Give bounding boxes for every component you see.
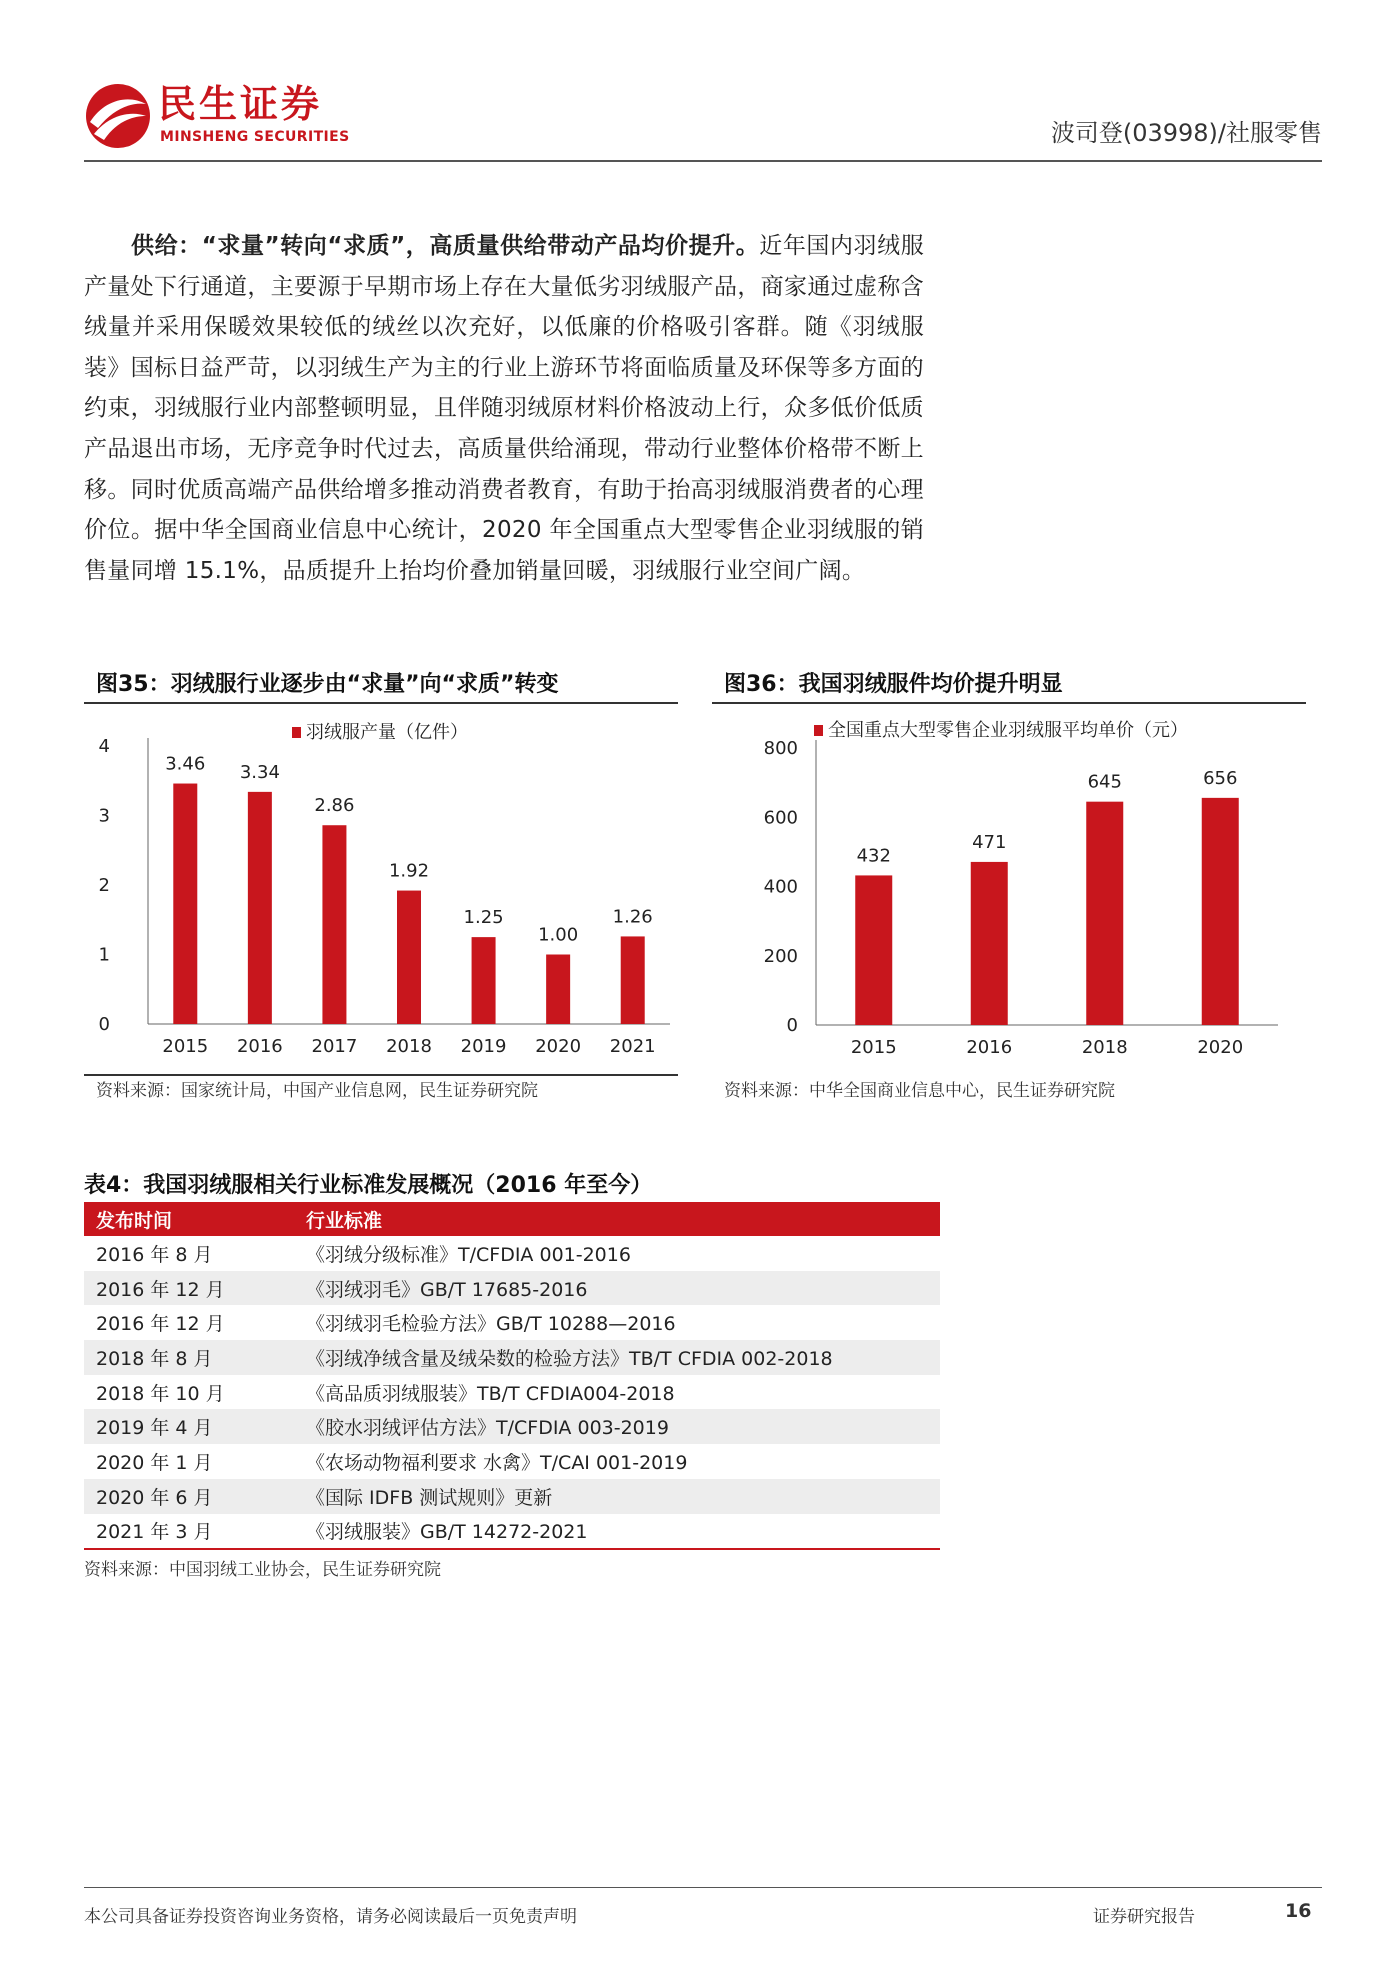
bar — [971, 862, 1008, 1025]
table-row — [84, 1305, 940, 1340]
figure36-chart — [712, 716, 1306, 1070]
bar — [1202, 798, 1239, 1025]
bar — [546, 955, 570, 1025]
minsheng-logo-icon — [84, 82, 152, 150]
bar-value-label: 432 — [856, 845, 891, 867]
table4 — [84, 1202, 940, 1550]
table-cell-date: 2020 年 1 月 — [96, 1451, 213, 1474]
legend-swatch — [814, 725, 823, 736]
table-row — [84, 1340, 940, 1375]
bar-value-label: 1.25 — [463, 907, 504, 929]
figure35-chart — [84, 716, 678, 1070]
y-tick-label: 400 — [763, 876, 798, 898]
table-row — [84, 1444, 940, 1479]
x-tick-label: 2018 — [386, 1036, 432, 1057]
table-row — [84, 1236, 940, 1271]
bar — [397, 891, 421, 1024]
doc-reference: 波司登(03998)/社服零售 — [1050, 119, 1322, 147]
table-cell-standard: 《胶水羽绒评估方法》T/CFDIA 003-2019 — [306, 1417, 669, 1440]
table-cell-standard: 《羽绒分级标准》T/CFDIA 001-2016 — [306, 1243, 631, 1266]
y-tick-label: 3 — [98, 805, 110, 827]
x-tick-label: 2018 — [1081, 1037, 1128, 1058]
table-cell-standard: 《羽绒羽毛》GB/T 17685-2016 — [306, 1278, 588, 1301]
y-tick-label: 1 — [98, 944, 110, 966]
table-header-standard: 行业标准 — [306, 1209, 383, 1232]
table4-source: 资料来源：中国羽绒工业协会，民生证券研究院 — [84, 1560, 441, 1580]
header-divider — [84, 160, 1322, 162]
table-header-row — [84, 1202, 940, 1236]
footer-report-type: 证券研究报告 — [1093, 1907, 1195, 1927]
table-cell-date: 2020 年 6 月 — [96, 1486, 213, 1509]
figure35-title: 图35：羽绒服行业逐步由“求量”向“求质”转变 — [96, 672, 559, 697]
table-cell-standard: 《羽绒净绒含量及绒朵数的检验方法》TB/T CFDIA 002-2018 — [306, 1347, 833, 1370]
x-tick-label: 2016 — [236, 1036, 283, 1057]
bar — [472, 937, 496, 1024]
bar-value-label: 1.26 — [612, 906, 653, 928]
bar-value-label: 1.92 — [388, 860, 430, 882]
figure36-title: 图36：我国羽绒服件均价提升明显 — [724, 672, 1063, 697]
table-row — [84, 1375, 940, 1410]
body-paragraph — [84, 226, 924, 591]
footer-divider — [84, 1887, 1322, 1888]
figure35-title-rule — [84, 702, 678, 704]
table-row — [84, 1409, 940, 1444]
table-cell-standard: 《羽绒羽毛检验方法》GB/T 10288—2016 — [306, 1313, 676, 1336]
footer-disclaimer: 本公司具备证券投资咨询业务资格，请务必阅读最后一页免责声明 — [84, 1907, 577, 1927]
legend-label: 羽绒服产量（亿件） — [306, 722, 468, 743]
table-cell-standard: 《高品质羽绒服装》TB/T CFDIA004-2018 — [306, 1382, 675, 1405]
bar — [173, 784, 197, 1024]
logo-text-cn: 民生证券 — [158, 82, 323, 126]
bar-value-label: 3.46 — [165, 753, 206, 775]
bar — [855, 875, 892, 1025]
table-bottom-rule — [84, 1548, 940, 1550]
y-tick-label: 4 — [98, 736, 110, 757]
bar-value-label: 2.86 — [314, 795, 355, 817]
bar-value-label: 656 — [1203, 767, 1238, 789]
table-cell-date: 2016 年 12 月 — [96, 1278, 225, 1301]
page-number: 16 — [1285, 1900, 1312, 1922]
x-tick-label: 2019 — [460, 1036, 507, 1057]
paragraph-body: 近年国内羽绒服产量处下行通道，主要源于早期市场上存在大量低劣羽绒服产品，商家通过虚称含绒量并采用保暖效果较低的绒丝以次充好，以低廉的价格吸引客群。随《羽绒服装》国标日益严苛，以羽绒生产为主的行业上游环节将面临质量及环保等多方面的约束，羽绒服行业内部整顿明显，且伴随羽绒原材料价格波动上行，众多低价低质产品退出市场，无序竞争时代过去，高质量供给涌现，带动行业整体价格带不断上移。同时优质高端产品供给增多推动消费者教育，有助于抬高羽绒服消费者的心理价位。据中华全国商业信息中心统计，2020 年全国重点大型零售企业羽绒服的销售量同增 15.1%，品质提升上抬均价叠加销量回暖，羽绒服行业空间广阔。 — [84, 233, 924, 584]
legend-swatch — [292, 727, 301, 738]
x-tick-label: 2021 — [609, 1036, 656, 1057]
x-tick-label: 2015 — [162, 1036, 209, 1057]
y-tick-label: 0 — [786, 1015, 798, 1036]
table-header-date: 发布时间 — [96, 1209, 173, 1232]
table-row — [84, 1479, 940, 1514]
bar-value-label: 471 — [972, 831, 1007, 853]
table-row — [84, 1271, 940, 1306]
legend-label: 全国重点大型零售企业羽绒服平均单价（元） — [828, 720, 1188, 741]
x-tick-label: 2020 — [535, 1036, 582, 1057]
x-tick-label: 2016 — [966, 1037, 1013, 1058]
bar — [248, 792, 272, 1024]
y-tick-label: 200 — [763, 945, 798, 967]
bar-value-label: 3.34 — [239, 761, 280, 783]
x-tick-label: 2017 — [311, 1036, 358, 1057]
bar — [1086, 802, 1123, 1025]
paragraph-lead: 供给：“求量”转向“求质”，高质量供给带动产品均价提升。 — [131, 233, 760, 259]
figure35-source: 资料来源：国家统计局，中国产业信息网，民生证券研究院 — [96, 1081, 538, 1101]
table-cell-standard: 《农场动物福利要求 水禽》T/CAI 001-2019 — [306, 1451, 688, 1474]
table-cell-standard: 《羽绒服装》GB/T 14272-2021 — [306, 1521, 588, 1544]
table-cell-date: 2016 年 8 月 — [96, 1243, 213, 1266]
table-row — [84, 1514, 940, 1549]
table4-title: 表4：我国羽绒服相关行业标准发展概况（2016 年至今） — [84, 1173, 653, 1198]
y-tick-label: 600 — [763, 807, 798, 829]
bar-value-label: 1.00 — [538, 924, 579, 946]
bar-value-label: 645 — [1087, 771, 1122, 793]
figure36-title-rule — [712, 702, 1306, 704]
table-cell-date: 2016 年 12 月 — [96, 1313, 225, 1336]
table-cell-date: 2018 年 8 月 — [96, 1347, 213, 1370]
logo-text-en: MINSHENG SECURITIES — [160, 129, 350, 145]
table-cell-date: 2019 年 4 月 — [96, 1417, 213, 1440]
y-tick-label: 800 — [763, 738, 798, 759]
x-tick-label: 2015 — [850, 1037, 897, 1058]
figure35-bottom-rule — [84, 1074, 678, 1076]
figure36-source: 资料来源：中华全国商业信息中心，民生证券研究院 — [724, 1081, 1115, 1101]
table-cell-standard: 《国际 IDFB 测试规则》更新 — [306, 1486, 553, 1509]
table-cell-date: 2021 年 3 月 — [96, 1521, 213, 1544]
x-tick-label: 2020 — [1197, 1037, 1244, 1058]
y-tick-label: 2 — [98, 875, 110, 896]
bar — [322, 825, 346, 1024]
bar — [621, 936, 645, 1024]
table-cell-date: 2018 年 10 月 — [96, 1382, 225, 1405]
y-tick-label: 0 — [98, 1014, 110, 1035]
